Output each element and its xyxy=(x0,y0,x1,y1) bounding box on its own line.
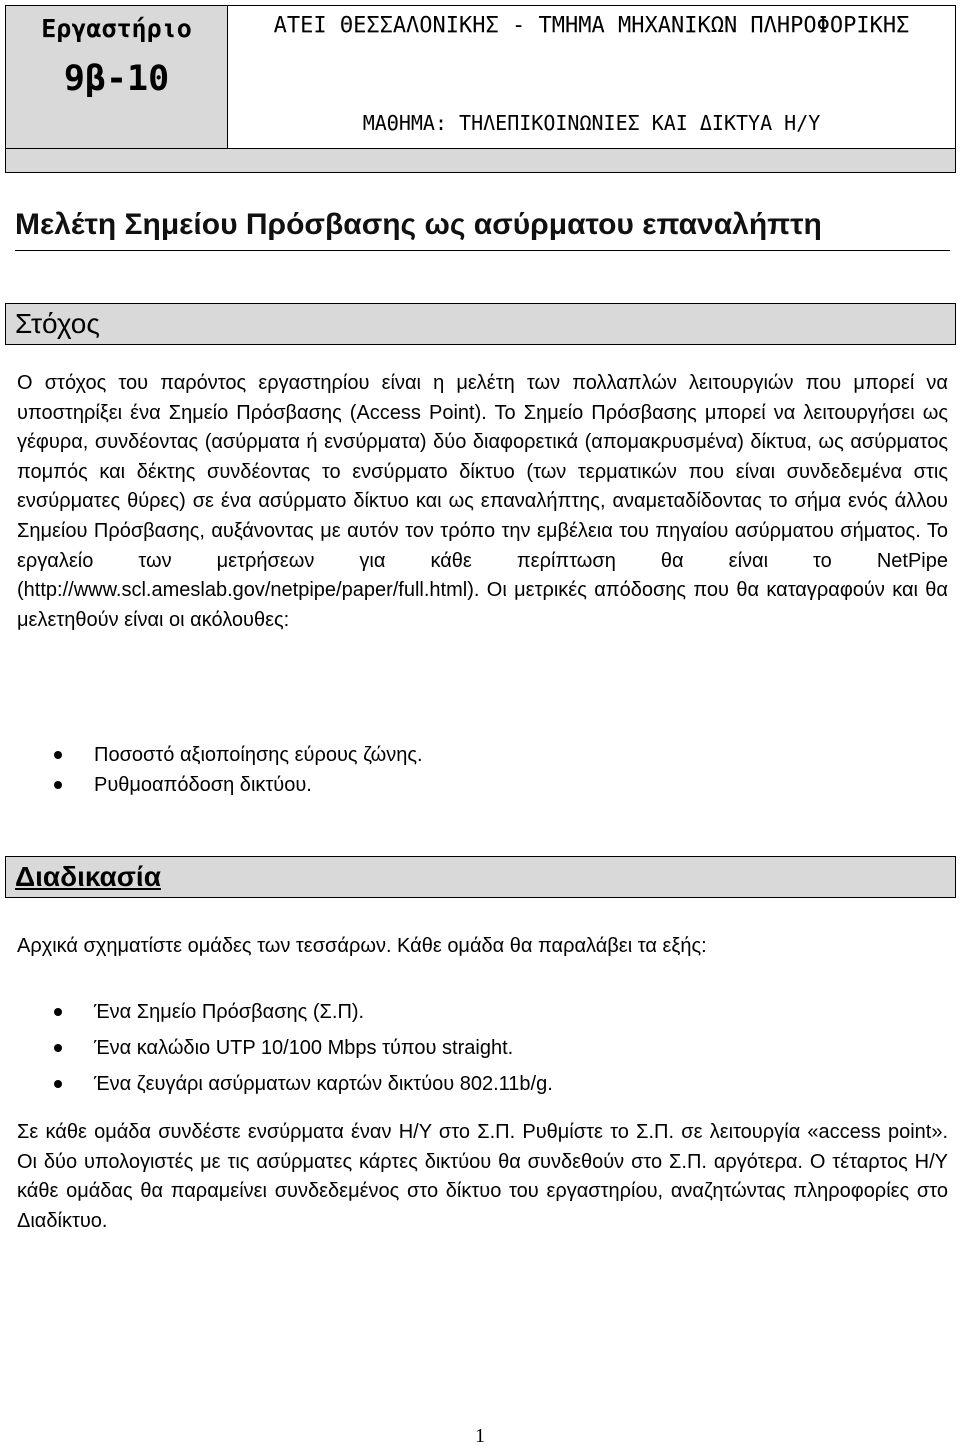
list-item xyxy=(17,1030,937,1066)
lab-id-cell xyxy=(6,6,228,149)
list-item xyxy=(17,1066,937,1102)
section-heading-label: Διαδικασία xyxy=(15,861,161,892)
lab-number: 9β-10 xyxy=(63,59,170,99)
section-heading-goal: Στόχος xyxy=(5,303,956,345)
bullet-icon xyxy=(54,751,62,759)
list-item xyxy=(17,770,937,800)
institution-cell xyxy=(228,6,955,149)
metric-label: Ποσοστό αξιοποίησης εύρους ζώνης. xyxy=(94,744,423,766)
course-name: ΜΑΘΗΜΑ: ΤΗΛΕΠΙΚΟΙΝΩΝΙΕΣ ΚΑΙ ΔΙΚΤΥΑ Η/Υ xyxy=(362,111,821,135)
lab-label: Εργαστήριο xyxy=(41,14,192,43)
list-item xyxy=(17,740,937,770)
list-item xyxy=(17,994,937,1030)
equipment-label: Ένα καλώδιο UTP 10/100 Mbps τύπου straight. xyxy=(94,1037,514,1059)
section-heading-procedure xyxy=(5,856,956,898)
equipment-list xyxy=(17,994,937,1102)
header-shaded-row xyxy=(6,149,955,172)
metric-label: Ρυθμοαπόδοση δικτύου. xyxy=(94,774,312,796)
procedure-intro: Αρχικά σχηματίστε ομάδες των τεσσάρων. Κάθε ομάδα θα παραλάβει τα εξής: xyxy=(17,935,707,957)
page-number: 1 xyxy=(475,1425,485,1447)
bullet-icon xyxy=(54,781,62,789)
equipment-label: Ένα Σημείο Πρόσβασης (Σ.Π). xyxy=(94,1001,365,1023)
goal-paragraph: Ο στόχος του παρόντος εργαστηρίου είναι η μελέτη των πολλαπλών λειτουργιών που μπορεί να υποστηρίξει ένα Σημείο Πρόσβασης (Access Point). Το Σημείο Πρόσβασης μπορεί να λειτουργήσει ως γέφυρα, συνδέοντας (ασύρματα ή ενσύρματα) δύο διαφορετικά (απομακρυσμένα) δίκτυα, ως ασύρματος πομπός και δέκτης συνδέοντας το ενσύρματο δίκτυο (των τερματικών που είναι συνδεδεμένα στις ενσύρματες θύρες) σε ένα ασύρματο δίκτυο και ως επαναλήπτης, αναμεταδίδοντας το σήμα ενός άλλου Σημείου Πρόσβασης, αυξάνοντας με αυτόν τον τρόπο την εμβέλεια του πηγαίου ασύρματου σήματος. Το εργαλείο των μετρήσεων για κάθε περίπτωση θα είναι το NetPipe (http://www.scl.ameslab.gov/netpipe/paper/full.html). Οι μετρικές απόδοσης που θα καταγραφούν και θα μελετηθούν είναι οι ακόλουθες: xyxy=(17,372,948,631)
document-title: Μελέτη Σημείου Πρόσβασης ως ασύρματου επαναλήπτη xyxy=(15,208,822,241)
document-header xyxy=(5,5,956,173)
bullet-icon xyxy=(54,1044,62,1052)
title-divider xyxy=(15,250,950,251)
institution-name: ΑΤΕΙ ΘΕΣΣΑΛΟΝΙΚΗΣ - ΤΜΗΜΑ ΜΗΧΑΝΙΚΩΝ ΠΛΗΡΟΦΟΡΙΚΗΣ xyxy=(273,13,910,38)
equipment-label: Ένα ζευγάρι ασύρματων καρτών δικτύου 802.11b/g. xyxy=(94,1073,553,1095)
bullet-icon xyxy=(54,1080,62,1088)
bullet-icon xyxy=(54,1008,62,1016)
metrics-list xyxy=(17,740,937,800)
procedure-paragraph: Σε κάθε ομάδα συνδέστε ενσύρματα έναν Η/Υ στο Σ.Π. Ρυθμίστε το Σ.Π. σε λειτουργία «access point». Οι δύο υπολογιστές με τις ασύρματες κάρτες δικτύου θα συνδεθούν στο Σ.Π. αργότερα. Ο τέταρτος Η/Υ κάθε ομάδας θα παραμείνει συνδεδεμένος στο δίκτυο του εργαστηρίου, αναζητώντας πληροφορίες στο Διαδίκτυο. xyxy=(17,1121,948,1232)
